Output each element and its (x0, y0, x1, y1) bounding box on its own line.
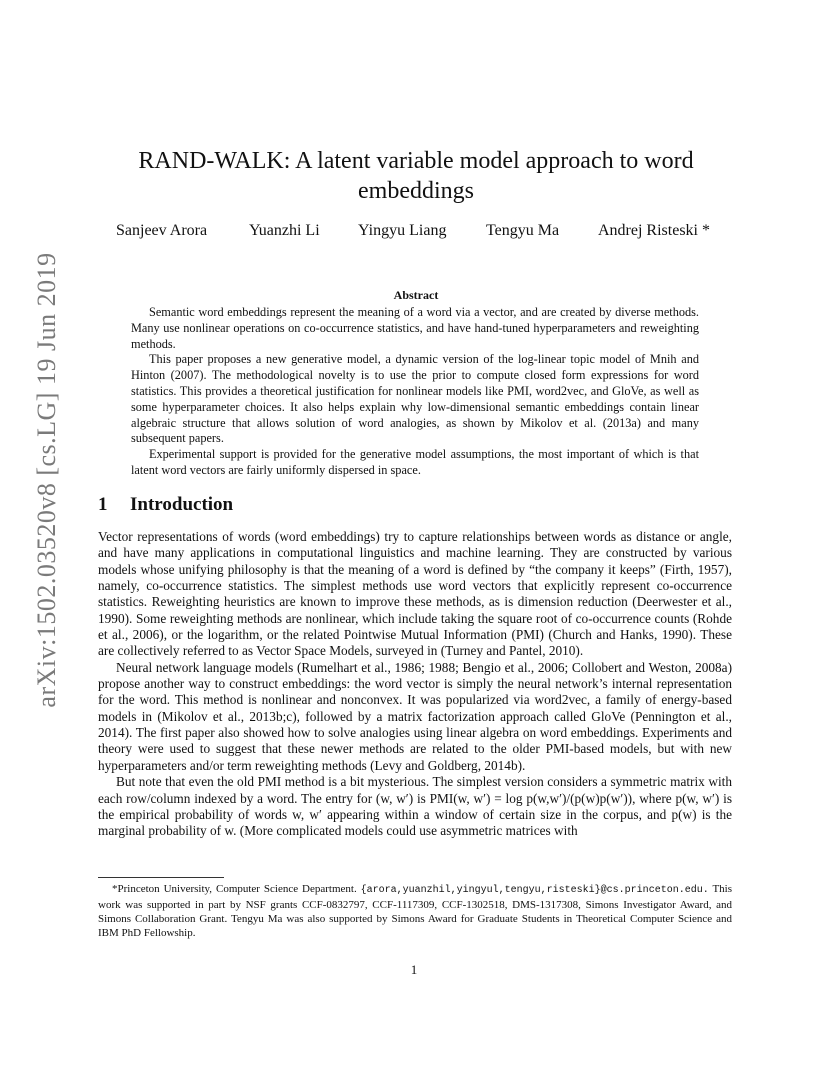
introduction-body (98, 529, 732, 840)
abstract-paragraph: This paper proposes a new generative model, a dynamic version of the log-linear topic model of Mnih and Hinton (2007). The methodological novelty is to use the prior to compute closed form expressions for word statistics. This provides a theoretical justification for nonlinear models like PMI, word2vec, and GloVe, as well as some hyperparameter choices. It also helps explain why low-dimensional semantic embeddings contain linear algebraic structure that allows solution of word analogies, as shown by Mikolov et al. (2013a) and many subsequent papers. (131, 352, 699, 446)
footnote (98, 882, 732, 940)
author-list (100, 222, 732, 242)
section-number: 1 (98, 494, 108, 515)
arxiv-stamp-text: arXiv:1502.03520v8 [cs.LG] 19 Jun 2019 (32, 252, 61, 708)
paper-title: RAND-WALK: A latent variable model approach to word embeddings (138, 148, 694, 204)
body-paragraph: But note that even the old PMI method is a bit mysterious. The simplest version considers a symmetric matrix with each row/column indexed by a word. The entry for (w, w′) is PMI(w, w′) = log p(w,w′)/(p(w)p(w′)), where p(w, w′) is the empirical probability of words w, w′ appearing within a window of certain size in the corpus, and p(w) is the marginal probability of w. (More complicated models could use asymmetric matrices with (98, 774, 732, 839)
footnote-affiliation-text: *Princeton University, Computer Science Department. (112, 883, 357, 895)
author-name: Andrej Risteski * (598, 222, 710, 239)
author-name: Yuanzhi Li (249, 222, 320, 239)
section-heading (98, 494, 233, 516)
abstract-paragraph: Experimental support is provided for the generative model assumptions, the most important of which is that latent word vectors are fairly uniformly dispersed in space. (131, 447, 699, 477)
footnote-funding: This work was supported in part by NSF grants CCF-0832797, CCF-1117309, CCF-1302518, DMS-1317308, Simons Investigator Award, and Simons Collaboration Grant. Tengyu Ma was also supported by Simons Award for Graduate Students in Theoretical Computer Science and IBM PhD Fellowship. (98, 883, 732, 939)
body-paragraph: Neural network language models (Rumelhart et al., 1986; 1988; Bengio et al., 2006; Collobert and Weston, 2008a) propose another way to construct embeddings: the word vector is simply the neural network’s internal representation for the word. This method is nonlinear and nonconvex. It was popularized via word2vec, a family of energy-based models in (Mikolov et al., 2013b;c), followed by a matrix factorization approach called GloVe (Pennington et al., 2014). The first paper also showed how to solve analogies using linear algebra on word embeddings. Experiments and theory were used to suggest that these newer methods are related to the older PMI-based models, but with new hyperparameters and/or term reweighting methods (Levy and Goldberg, 2014b). (98, 659, 732, 773)
author-name: Yingyu Liang (358, 222, 447, 239)
author-name: Sanjeev Arora (116, 222, 208, 239)
section-title: Introduction (130, 494, 234, 515)
abstract-body (131, 305, 699, 479)
abstract-heading: Abstract (393, 288, 439, 302)
footnote-emails: {arora,yuanzhil,yingyul,tengyu,risteski}@cs.princeton.edu. (360, 885, 709, 896)
author-name: Tengyu Ma (486, 222, 560, 239)
page-number: 1 (410, 962, 418, 977)
abstract-paragraph: Semantic word embeddings represent the meaning of a word via a vector, and are created by diverse methods. Many use nonlinear operations on co-occurrence statistics, and have hand-tuned hyperparameters and reweighting methods. (131, 305, 699, 351)
arxiv-identifier-stamp (32, 252, 61, 708)
body-paragraph: Vector representations of words (word embeddings) try to capture relationships between words as distance or angle, and have many applications in computational linguistics and machine learning. They are constructed by various models whose unifying philosophy is that the meaning of a word is defined by “the company it keeps” (Firth, 1957), namely, co-occurrence statistics. The simplest methods use word vectors that explicitly represent co-occurrence statistics. Reweighting heuristics are known to improve these methods, as is dimension reduction (Deerwester et al., 1990). Some reweighting methods are nonlinear, which include taking the square root of co-occurrence counts (Rohde et al., 2006), or the logarithm, or the related Pointwise Mutual Information (PMI) (Church and Hanks, 1990). These are collectively referred to as Vector Space Models, surveyed in (Turney and Pantel, 2010). (98, 529, 732, 659)
footnote-rule (98, 877, 224, 878)
footnote-affiliation (98, 882, 732, 940)
